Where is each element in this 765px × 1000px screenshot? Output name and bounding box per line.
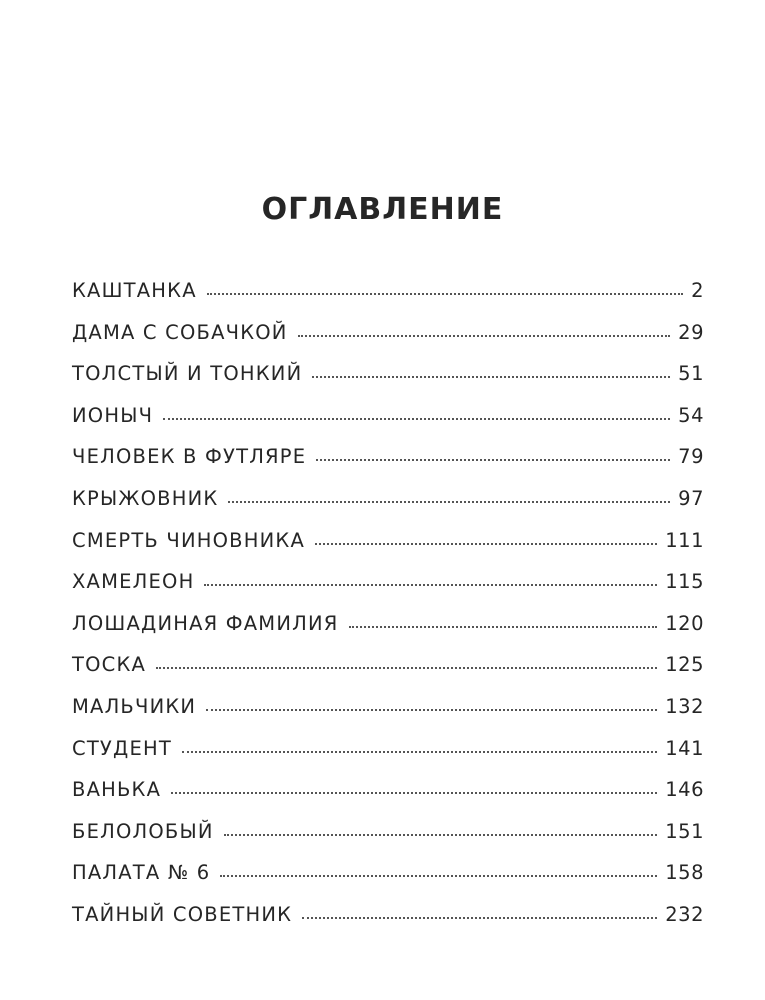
toc-entry-page-number: 79: [678, 445, 704, 469]
toc-entry-title: ЧЕЛОВЕК В ФУТЛЯРЕ: [72, 445, 307, 469]
toc-entry-title: ТОСКА: [72, 653, 147, 677]
toc-entry-page-number: 158: [665, 861, 704, 885]
toc-entry: [72, 395, 704, 437]
toc-entry-page-number: 111: [665, 528, 704, 552]
toc-list: [72, 270, 704, 936]
toc-dot-leader: [228, 501, 670, 503]
toc-dot-leader: [171, 792, 657, 794]
toc-entry-page-number: 132: [665, 694, 704, 718]
toc-entry-page-number: 232: [665, 902, 704, 926]
toc-entry: [72, 561, 704, 603]
toc-entry-title: ИОНЫЧ: [72, 403, 154, 427]
toc-entry: [72, 312, 704, 354]
toc-dot-leader: [220, 875, 657, 877]
toc-entry: [72, 478, 704, 520]
toc-entry-page-number: 29: [678, 320, 704, 344]
toc-entry-title: КРЫЖОВНИК: [72, 486, 219, 510]
toc-entry-title: ТОЛСТЫЙ И ТОНКИЙ: [72, 362, 303, 386]
toc-entry-page-number: 146: [665, 778, 704, 802]
toc-entry: [72, 436, 704, 478]
toc-entry-title: ДАМА С СОБАЧКОЙ: [72, 320, 288, 344]
toc-dot-leader: [163, 418, 670, 420]
toc-dot-leader: [182, 751, 657, 753]
toc-entry-page-number: 120: [665, 611, 704, 635]
toc-entry: [72, 686, 704, 728]
toc-entry-title: БЕЛОЛОБЫЙ: [72, 819, 214, 843]
toc-entry-title: МАЛЬЧИКИ: [72, 694, 197, 718]
toc-heading: ОГЛАВЛЕНИЕ: [261, 192, 504, 227]
toc-entry: [72, 894, 704, 936]
toc-entry: [72, 728, 704, 770]
toc-entry-page-number: 141: [665, 736, 704, 760]
toc-entry: [72, 769, 704, 811]
toc-entry: [72, 520, 704, 562]
toc-entry-page-number: 2: [691, 279, 704, 302]
toc-dot-leader: [204, 584, 657, 586]
toc-dot-leader: [312, 376, 670, 378]
toc-dot-leader: [224, 834, 658, 836]
toc-dot-leader: [349, 626, 658, 628]
toc-entry: [72, 603, 704, 645]
toc-dot-leader: [207, 293, 683, 295]
toc-entry-title: ЛОШАДИНАЯ ФАМИЛИЯ: [72, 611, 339, 635]
toc-dot-leader: [156, 667, 657, 669]
toc-dot-leader: [206, 709, 657, 711]
toc-entry-title: ХАМЕЛЕОН: [72, 570, 195, 594]
toc-entry-page-number: 151: [665, 819, 704, 843]
toc-entry: [72, 353, 704, 395]
toc-entry-title: ПАЛАТА № 6: [72, 861, 211, 885]
toc-entry-page-number: 54: [678, 403, 704, 427]
toc-entry-title: ВАНЬКА: [72, 778, 162, 802]
toc-entry-page-number: 51: [678, 362, 704, 386]
toc-entry-title: СТУДЕНТ: [72, 736, 172, 760]
toc-dot-leader: [302, 917, 657, 919]
toc-entry: [72, 852, 704, 894]
toc-entry: [72, 811, 704, 853]
toc-entry-title: СМЕРТЬ ЧИНОВНИКА: [72, 528, 305, 552]
toc-entry: [72, 644, 704, 686]
toc-entry-page-number: 97: [678, 486, 704, 510]
toc-entry-title: ТАЙНЫЙ СОВЕТНИК: [72, 902, 293, 926]
toc-dot-leader: [315, 543, 657, 545]
toc-dot-leader: [316, 459, 670, 461]
toc-entry-title: КАШТАНКА: [72, 279, 197, 302]
toc-entry-page-number: 125: [665, 653, 704, 677]
toc-dot-leader: [298, 335, 671, 337]
toc-entry-page-number: 115: [665, 570, 704, 594]
toc-entry: [72, 270, 704, 312]
